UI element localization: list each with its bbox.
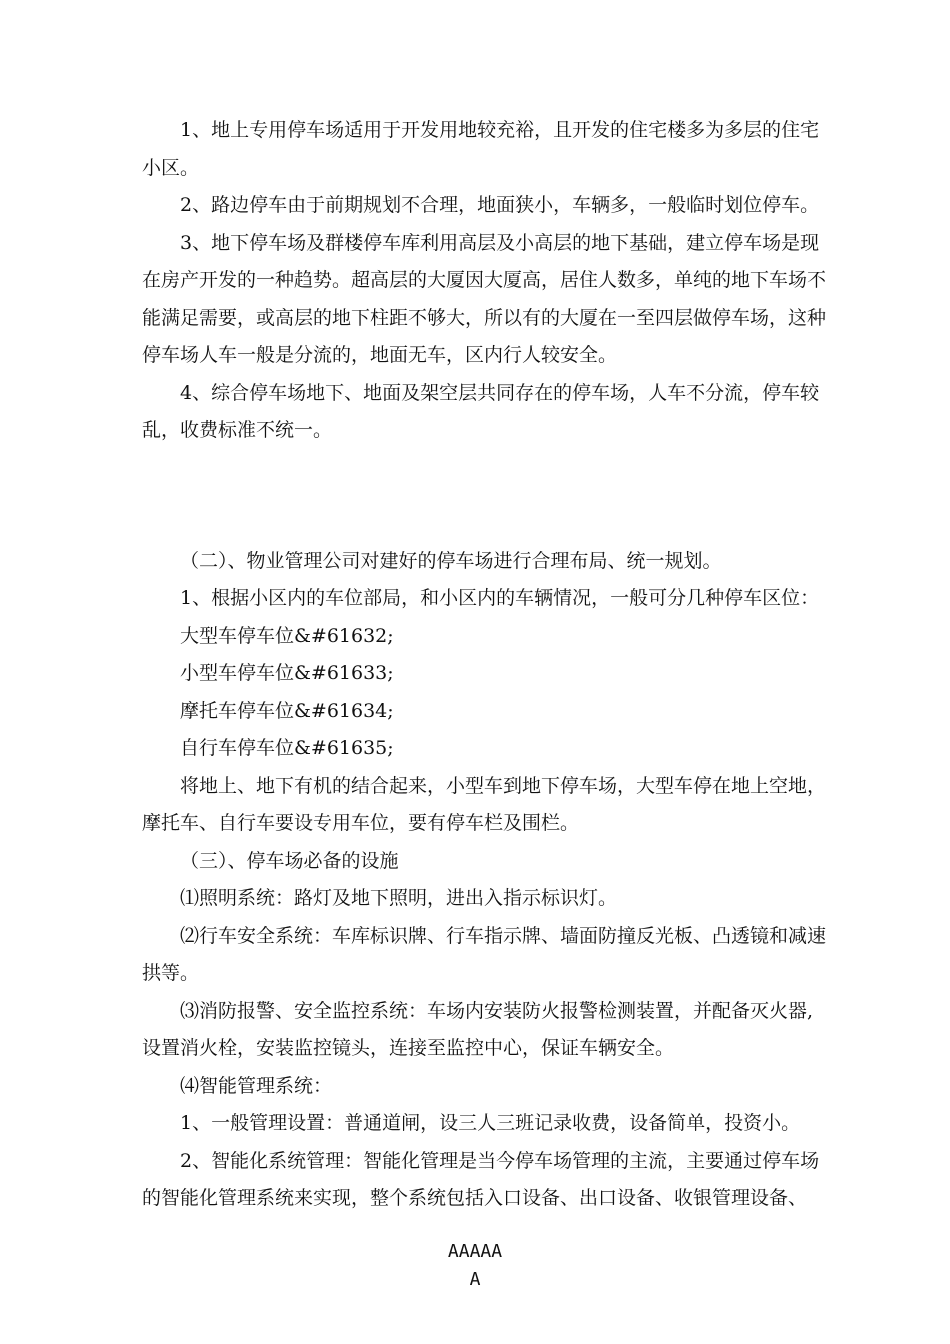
list-item: 大型车停车位&#61632; <box>180 624 394 647</box>
paragraph: 2、智能化系统管理：智能化管理是当今停车场管理的主流，主要通过停车场的智能化管理系统来实现，整个系统包括入口设备、出口设备、收银管理设备、 <box>142 1149 820 1209</box>
paragraph: 1、地上专用停车场适用于开发用地较充裕，且开发的住宅楼多为多层的住宅小区。 <box>142 119 820 179</box>
list-item: ⑴照明系统：路灯及地下照明，进出入指示标识灯。 <box>180 887 618 909</box>
footer-line: A <box>469 1269 481 1290</box>
paragraph: 4、综合停车场地下、地面及架空层共同存在的停车场，人车不分流，停车较乱，收费标准不统一。 <box>142 381 820 441</box>
paragraph: 2、路边停车由于前期规划不合理，地面狭小，车辆多，一般临时划位停车。 <box>180 194 820 216</box>
page-footer <box>0 1238 950 1294</box>
list-item: 摩托车停车位&#61634; <box>180 699 394 722</box>
section-heading: （二）、物业管理公司对建好的停车场进行合理布局、统一规划。 <box>180 549 722 572</box>
section-gap <box>142 450 832 543</box>
document-body <box>142 112 832 1218</box>
paragraph: 将地上、地下有机的结合起来，小型车到地下停车场，大型车停在地上空地，摩托车、自行车要设专用车位，要有停车栏及围栏。 <box>142 774 827 834</box>
paragraph: 1、一般管理设置：普通道闸，设三人三班记录收费，设备简单，投资小。 <box>180 1112 801 1134</box>
list-item: 小型车停车位&#61633; <box>180 662 394 684</box>
list-item: ⑵行车安全系统：车库标识牌、行车指示牌、墙面防撞反光板、凸透镜和减速拱等。 <box>142 924 827 984</box>
section-heading: （三）、停车场必备的设施 <box>180 849 399 872</box>
list-item: ⑷智能管理系统： <box>180 1074 333 1097</box>
footer-line: AAAAA <box>447 1241 503 1262</box>
list-item: ⑶消防报警、安全监控系统：车场内安装防火报警检测装置，并配备灭火器,设置消火栓，安装监控镜头，连接至监控中心，保证车辆安全。 <box>142 999 814 1059</box>
paragraph: 3、地下停车场及群楼停车库利用高层及小高层的地下基础，建立停车场是现在房产开发的一种趋势。超高层的大厦因大厦高，居住人数多，单纯的地下车场不能满足需要，或高层的地下柱距不够大，所以有的大厦在一至四层做停车场，这种停车场人车一般是分流的，地面无车，区内行人较安全。 <box>142 231 827 366</box>
paragraph: 1、根据小区内的车位部局，和小区内的车辆情况，一般可分几种停车区位： <box>180 587 820 609</box>
list-item: 自行车停车位&#61635; <box>180 737 394 759</box>
